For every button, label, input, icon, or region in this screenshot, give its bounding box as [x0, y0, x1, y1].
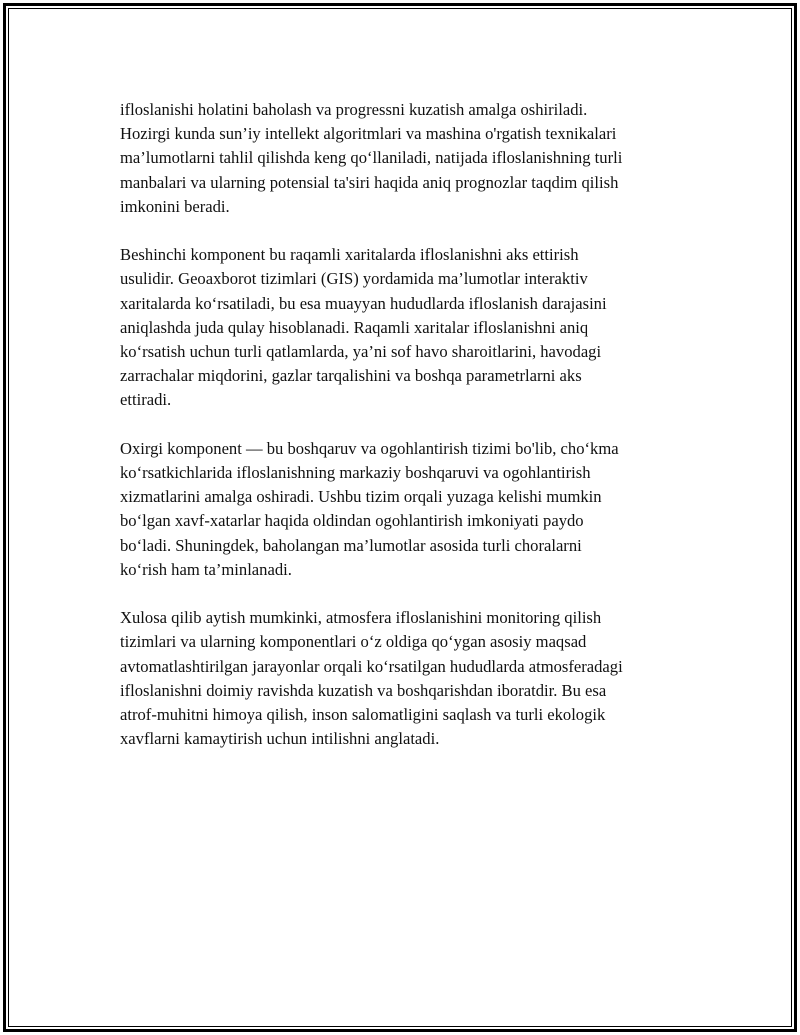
- text-line: bo‘lgan xavf-xatarlar haqida oldindan ogohlantirish imkoniyati paydo: [120, 511, 584, 531]
- text-line: Beshinchi komponent bu raqamli xaritalarda ifloslanishni aks ettirish: [120, 245, 579, 265]
- text-line: xizmatlarini amalga oshiradi. Ushbu tizim orqali yuzaga kelishi mumkin: [120, 487, 602, 507]
- text-line: imkonini beradi.: [120, 196, 230, 216]
- document-body: [120, 98, 710, 776]
- paragraph-1: [120, 98, 710, 219]
- text-line: ko‘rsatkichlarida ifloslanishning markaziy boshqaruvi va ogohlantirish: [120, 463, 591, 483]
- text-line: Xulosa qilib aytish mumkinki, atmosfera ifloslanishini monitoring qilish: [120, 608, 602, 628]
- text-line: zarrachalar miqdorini, gazlar tarqalishini va boshqa parametrlarni aks: [120, 366, 582, 386]
- text-line: xaritalarda ko‘rsatiladi, bu esa muayyan hududlarda ifloslanish darajasini: [120, 293, 607, 313]
- paragraph-2: [120, 243, 710, 412]
- text-line: tizimlari va ularning komponentlari o‘z oldiga qo‘ygan asosiy maqsad: [120, 632, 587, 652]
- text-line: Hozirgi kunda sun’iy intellekt algoritmlari va mashina o'rgatish texnikalari: [120, 124, 617, 144]
- text-line: aniqlashda juda qulay hisoblanadi. Raqamli xaritalar ifloslanishni aniq: [120, 317, 589, 337]
- text-line: avtomatlashtirilgan jarayonlar orqali ko‘rsatilgan hududlarda atmosferadagi: [120, 656, 623, 676]
- text-line: usulidir. Geoaxborot tizimlari (GIS) yordamida ma’lumotlar interaktiv: [120, 269, 588, 289]
- text-line: Oxirgi komponent — bu boshqaruv va ogohlantirish tizimi bo'lib, cho‘kma: [120, 438, 619, 458]
- text-line: ifloslanishni doimiy ravishda kuzatish va boshqarishdan iboratdir. Bu esa: [120, 680, 607, 700]
- text-line: ifloslanishi holatini baholash va progressni kuzatish amalga oshiriladi.: [120, 100, 588, 119]
- text-line: atrof-muhitni himoya qilish, inson salomatligini saqlash va turli ekologik: [120, 705, 606, 725]
- paragraph-4: [120, 606, 710, 751]
- text-line: xavflarni kamaytirish uchun intilishni anglatadi.: [120, 729, 440, 749]
- text-line: ko‘rish ham ta’minlanadi.: [120, 559, 292, 579]
- paragraph-3: [120, 437, 710, 582]
- text-line: ko‘rsatish uchun turli qatlamlarda, ya’ni sof havo sharoitlarini, havodagi: [120, 342, 602, 362]
- page-border: [3, 3, 797, 1032]
- text-line: bo‘ladi. Shuningdek, baholangan ma’lumotlar asosida turli choralarni: [120, 535, 582, 555]
- text-line: ettiradi.: [120, 390, 172, 410]
- text-line: manbalari va ularning potensial ta'siri haqida aniq prognozlar taqdim qilish: [120, 172, 619, 192]
- text-line: ma’lumotlarni tahlil qilishda keng qo‘llaniladi, natijada ifloslanishning turli: [120, 148, 623, 168]
